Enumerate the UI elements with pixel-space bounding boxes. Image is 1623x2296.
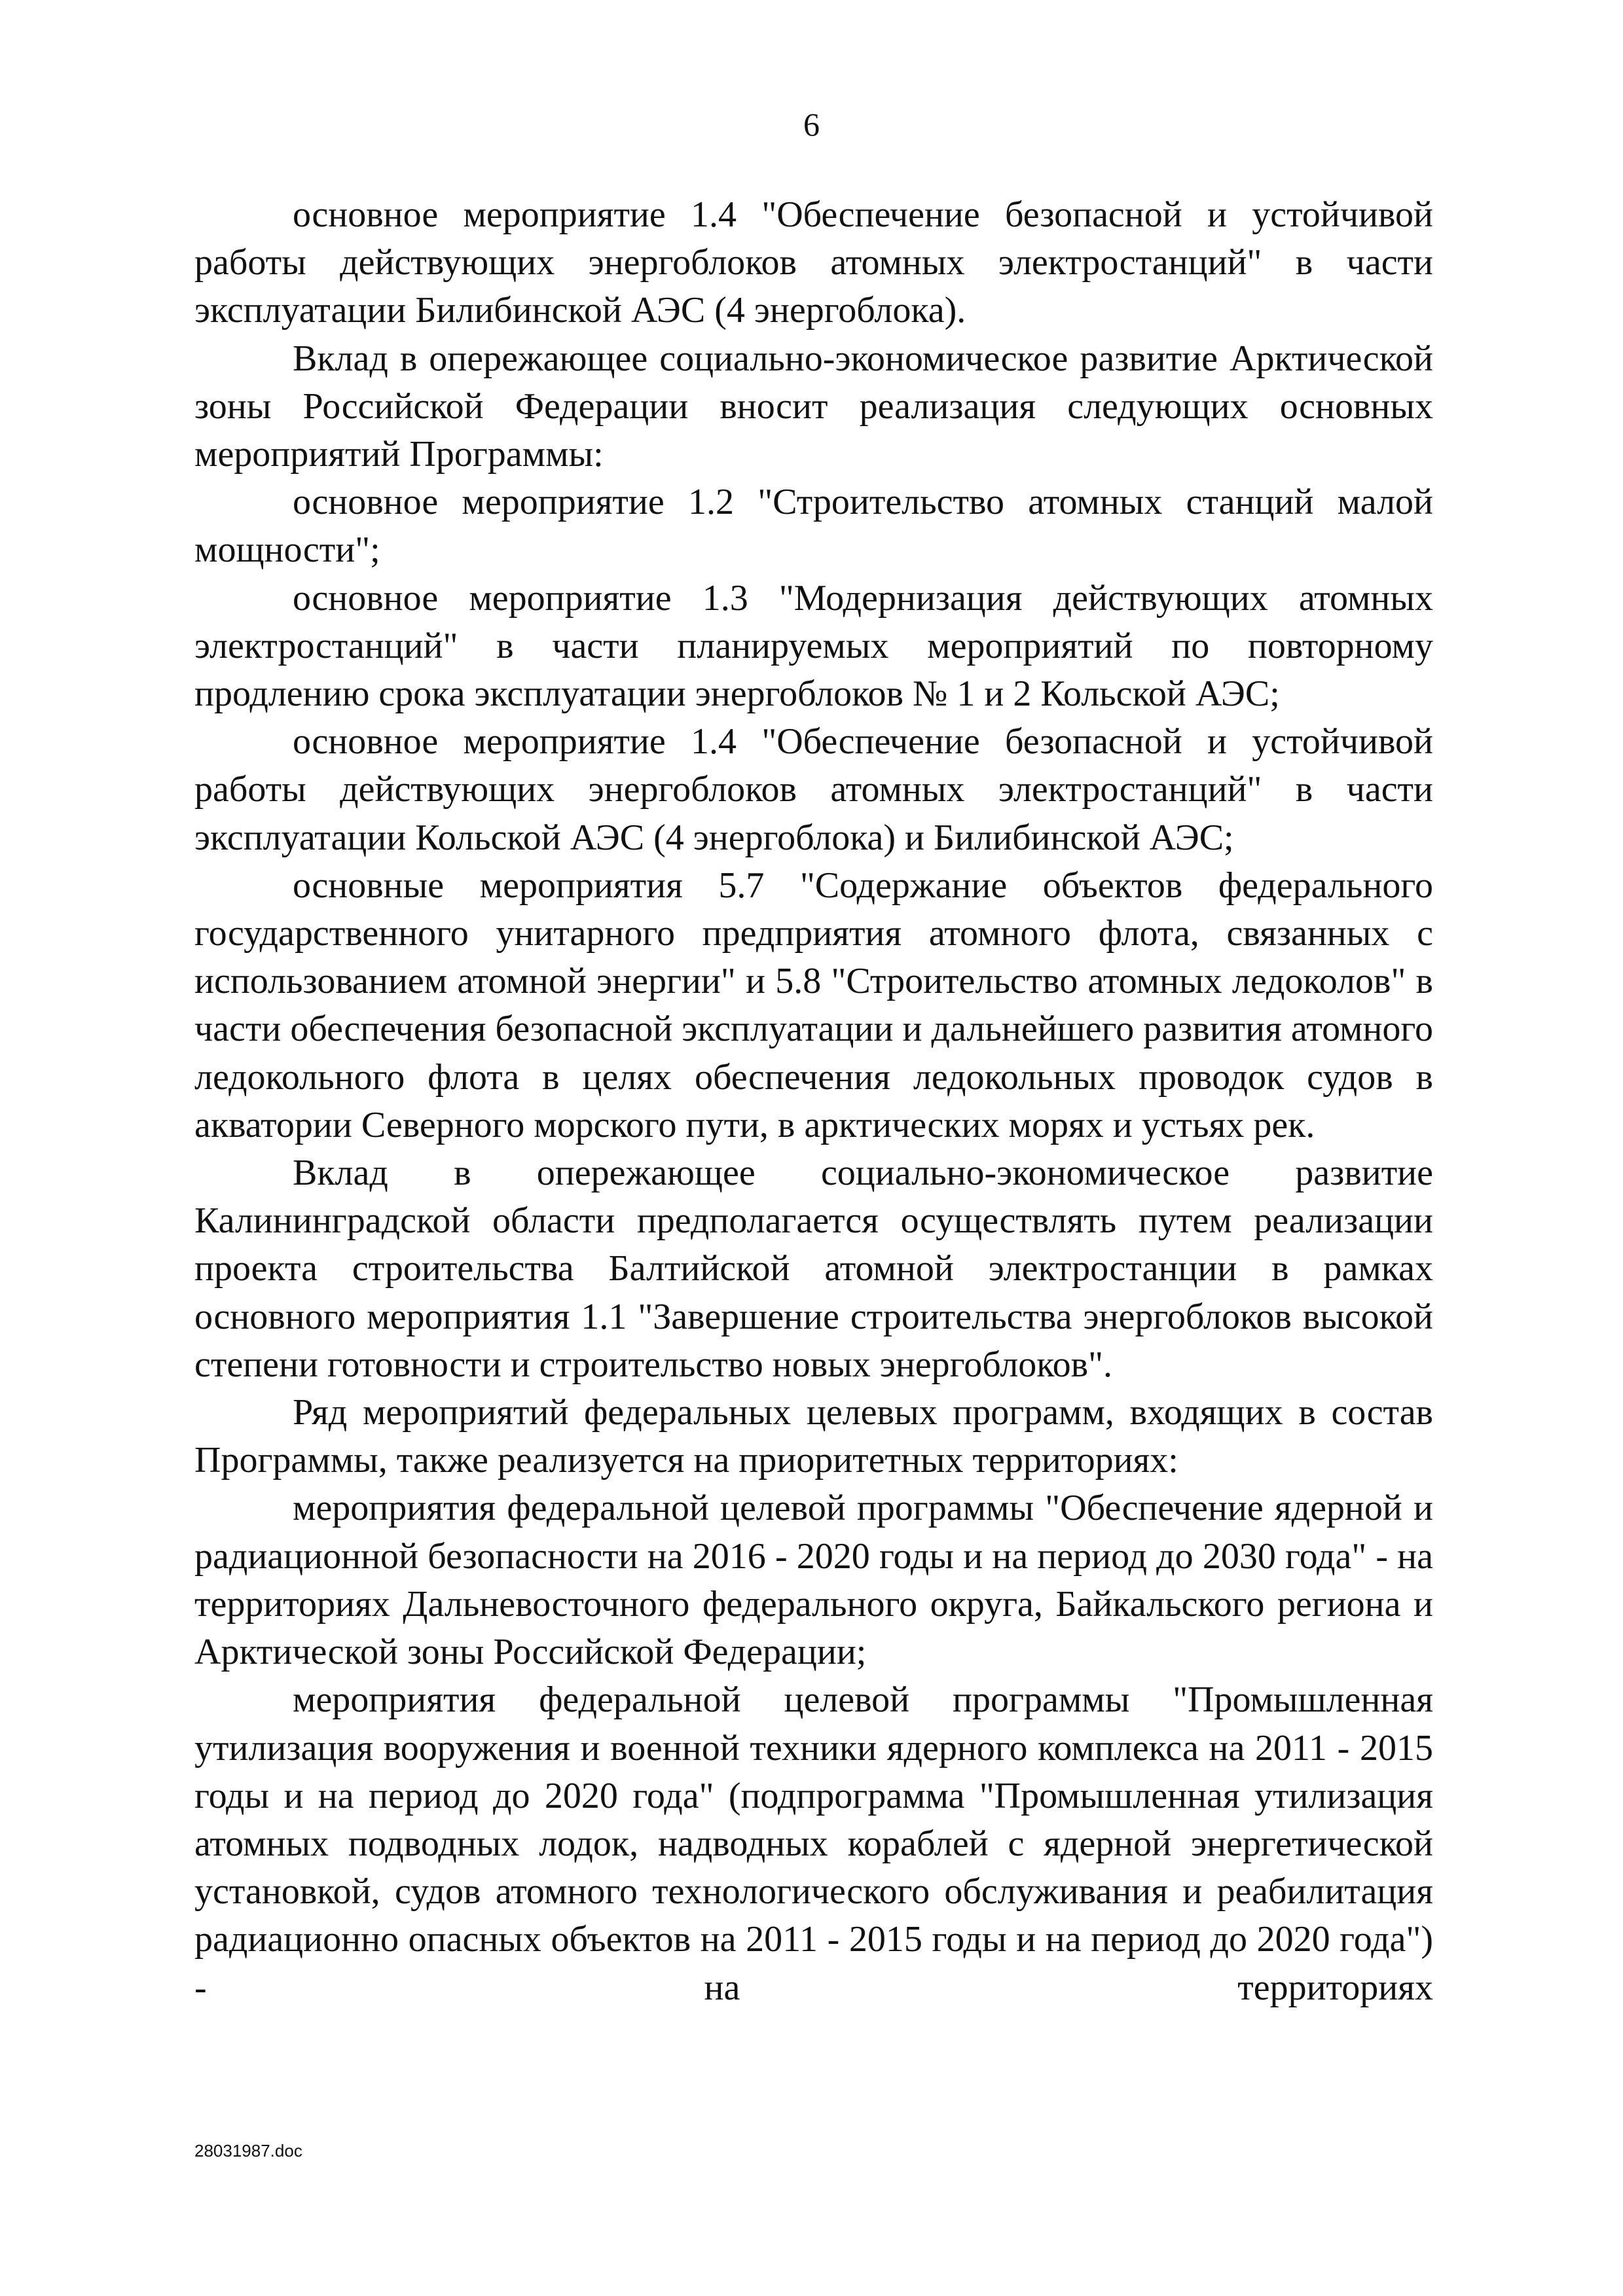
paragraph: основное мероприятие 1.2 "Строительство атомных станций малой мощности";: [194, 482, 1433, 571]
file-name-footer: 28031987.doc: [194, 2141, 302, 2161]
paragraph: основные мероприятия 5.7 "Содержание объектов федерального государственного унитарного предприятия атомного флота, связанных с использованием атомной энергии" и 5.8 "Строительство атомных ледоколов" в части обеспечения безопасной эксплуатации и дальнейшего развития атомного ледокольного флота в целях обеспечения ледокольных проводок судов в акватории Северного морского пути, в арктических морях и устьях рек.: [194, 865, 1433, 1145]
paragraph: основное мероприятие 1.3 "Модернизация действующих атомных электростанций" в части планируемых мероприятий по повторному продлению срока эксплуатации энергоблоков № 1 и 2 Кольской АЭС;: [194, 577, 1433, 715]
page-number: 6: [803, 106, 820, 143]
paragraph: Вклад в опережающее социально-экономическое развитие Калининградской области предполагается осуществлять путем реализации проекта строительства Балтийской атомной электростанции в рамках основного мероприятия 1.1 "Завершение строительства энергоблоков высокой степени готовности и строительство новых энергоблоков".: [194, 1153, 1433, 1385]
paragraph: Вклад в опережающее социально-экономическое развитие Арктической зоны Российской Федерации вносит реализация следующих основных мероприятий Программы:: [194, 338, 1433, 475]
paragraph: основное мероприятие 1.4 "Обеспечение безопасной и устойчивой работы действующих энергоблоков атомных электростанций" в части эксплуатации Билибинской АЭС (4 энергоблока).: [194, 194, 1433, 331]
paragraph: Ряд мероприятий федеральных целевых программ, входящих в состав Программы, также реализуется на приоритетных территориях:: [194, 1392, 1433, 1481]
paragraph: основное мероприятие 1.4 "Обеспечение безопасной и устойчивой работы действующих энергоблоков атомных электростанций" в части эксплуатации Кольской АЭС (4 энергоблока) и Билибинской АЭС;: [194, 721, 1433, 858]
paragraph: мероприятия федеральной целевой программы "Промышленная утилизация вооружения и военной техники ядерного комплекса на 2011 - 2015 годы и на период до 2020 года" (подпрограмма "Промышленная утилизация атомных подводных лодок, надводных кораблей с ядерной энергетической установкой, судов атомного технологического обслуживания и реабилитация радиационно опасных объектов на 2011 - 2015 годы и на период до 2020 года") - на территориях: [194, 1679, 1433, 2008]
paragraph: мероприятия федеральной целевой программы "Обеспечение ядерной и радиационной безопасности на 2016 - 2020 годы и на период до 2030 года" - на территориях Дальневосточного федерального округа, Байкальского региона и Арктической зоны Российской Федерации;: [194, 1488, 1433, 1673]
document-body: [194, 191, 1433, 2012]
